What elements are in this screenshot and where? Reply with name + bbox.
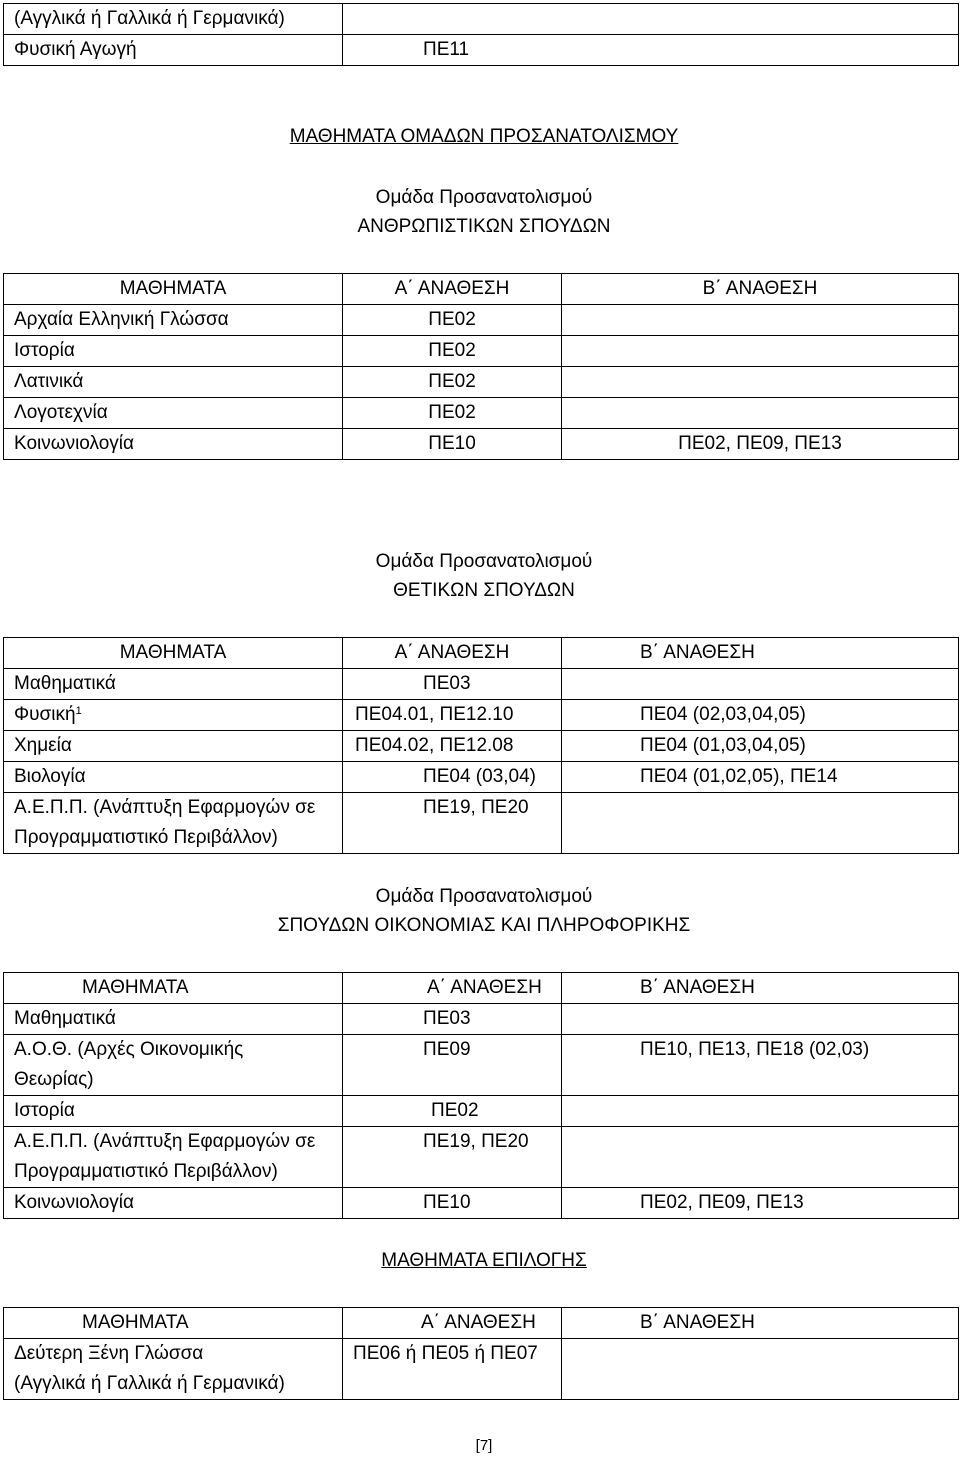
table-row <box>4 336 959 367</box>
table-cell <box>562 1339 959 1400</box>
sciences-table <box>3 637 959 854</box>
column-header: ΜΑΘΗΜΑΤΑ <box>4 1308 343 1339</box>
top-table <box>3 3 959 66</box>
table-cell: ΠΕ04.02, ΠΕ12.08 <box>343 731 562 762</box>
table-cell <box>4 793 343 854</box>
table-cell <box>4 1035 343 1096</box>
table-row <box>4 305 959 336</box>
column-header: Β΄ ΑΝΑΘΕΣΗ <box>562 638 959 669</box>
table-row <box>4 1035 959 1096</box>
table-cell: ΠΕ02 <box>343 336 562 367</box>
table-cell: Χημεία <box>4 731 343 762</box>
table-cell: Λατινικά <box>4 367 343 398</box>
table-cell: Λογοτεχνία <box>4 398 343 429</box>
subject-name-line2: Θεωρίας) <box>14 1069 94 1090</box>
subject-name: Φυσική <box>14 704 76 725</box>
table-cell: Ιστορία <box>4 336 343 367</box>
column-header: ΜΑΘΗΜΑΤΑ <box>4 638 343 669</box>
table-cell: ΠΕ10, ΠΕ13, ΠΕ18 (02,03) <box>562 1035 959 1096</box>
table-cell: ΠΕ02 <box>343 398 562 429</box>
table-row <box>4 793 959 854</box>
humanities-table <box>3 273 959 460</box>
table-cell: ΠΕ03 <box>343 669 562 700</box>
subject-name-line2: (Αγγλικά ή Γαλλικά ή Γερμανικά) <box>14 1373 285 1394</box>
table-row <box>4 429 959 460</box>
column-header: ΜΑΘΗΜΑΤΑ <box>4 973 343 1004</box>
table-row <box>4 762 959 793</box>
table-cell: Βιολογία <box>4 762 343 793</box>
group-heading: Ομάδα Προσανατολισμού <box>375 886 593 907</box>
column-header: Α΄ ΑΝΑΘΕΣΗ <box>343 274 562 305</box>
table-cell: (Αγγλικά ή Γαλλικά ή Γερμανικά) <box>4 4 343 35</box>
subject-name: Δεύτερη Ξένη Γλώσσα <box>14 1343 204 1364</box>
table-cell <box>343 4 959 35</box>
economics-table <box>3 972 959 1219</box>
table-cell: Κοινωνιολογία <box>4 429 343 460</box>
table-cell: ΠΕ06 ή ΠΕ05 ή ΠΕ07 <box>343 1339 562 1400</box>
group-subheading: ΑΝΘΡΩΠΙΣΤΙΚΩΝ ΣΠΟΥΔΩΝ <box>357 216 611 237</box>
table-cell: ΠΕ02 <box>343 367 562 398</box>
group-subheading: ΘΕΤΙΚΩΝ ΣΠΟΥΔΩΝ <box>393 580 575 601</box>
table-row <box>4 1188 959 1219</box>
table-header-row <box>4 1308 959 1339</box>
table-row <box>4 398 959 429</box>
table-cell: ΠΕ19, ΠΕ20 <box>343 1127 562 1188</box>
table-row <box>4 669 959 700</box>
column-header: ΜΑΘΗΜΑΤΑ <box>4 274 343 305</box>
table-cell: Μαθηματικά <box>4 1004 343 1035</box>
table-cell <box>4 1339 343 1400</box>
table-cell: ΠΕ03 <box>343 1004 562 1035</box>
table-cell: ΠΕ04 (01,02,05), ΠΕ14 <box>562 762 959 793</box>
column-header: Β΄ ΑΝΑΘΕΣΗ <box>562 274 959 305</box>
table-cell <box>562 367 959 398</box>
table-cell <box>562 793 959 854</box>
group-subheading: ΣΠΟΥΔΩΝ ΟΙΚΟΝΟΜΙΑΣ ΚΑΙ ΠΛΗΡΟΦΟΡΙΚΗΣ <box>277 915 691 936</box>
section-title: ΜΑΘΗΜΑΤΑ ΕΠΙΛΟΓΗΣ <box>381 1250 587 1271</box>
table-cell <box>562 1127 959 1188</box>
table-cell: Κοινωνιολογία <box>4 1188 343 1219</box>
table-cell <box>562 1096 959 1127</box>
table-cell <box>562 1004 959 1035</box>
table-cell: ΠΕ02 <box>343 1096 562 1127</box>
table-header-row <box>4 973 959 1004</box>
table-row <box>4 731 959 762</box>
subject-name: Α.Ο.Θ. (Αρχές Οικονομικής <box>14 1039 244 1060</box>
table-row <box>4 1004 959 1035</box>
table-cell: ΠΕ10 <box>343 1188 562 1219</box>
table-header-row <box>4 638 959 669</box>
group-heading: Ομάδα Προσανατολισμού <box>375 551 593 572</box>
footnote-marker: 1 <box>75 705 82 717</box>
table-row <box>4 367 959 398</box>
subject-name: Α.Ε.Π.Π. (Ανάπτυξη Εφαρμογών σε <box>14 797 316 818</box>
subject-name: Α.Ε.Π.Π. (Ανάπτυξη Εφαρμογών σε <box>14 1131 316 1152</box>
subject-name-line2: Προγραμματιστικό Περιβάλλον) <box>14 1161 278 1182</box>
table-cell: ΠΕ02 <box>343 305 562 336</box>
table-cell <box>562 669 959 700</box>
table-cell: ΠΕ04 (02,03,04,05) <box>562 700 959 731</box>
table-cell: Ιστορία <box>4 1096 343 1127</box>
table-cell <box>4 1127 343 1188</box>
table-cell <box>562 398 959 429</box>
table-row <box>4 1127 959 1188</box>
table-row <box>4 1339 959 1400</box>
group-heading: Ομάδα Προσανατολισμού <box>375 187 593 208</box>
table-header-row <box>4 274 959 305</box>
table-row <box>4 700 959 731</box>
table-cell: ΠΕ04.01, ΠΕ12.10 <box>343 700 562 731</box>
page-number: [7] <box>475 1437 493 1454</box>
table-cell: ΠΕ10 <box>343 429 562 460</box>
table-cell <box>562 305 959 336</box>
column-header: Α΄ ΑΝΑΘΕΣΗ <box>343 973 562 1004</box>
table-cell: ΠΕ02, ΠΕ09, ΠΕ13 <box>562 1188 959 1219</box>
column-header: Β΄ ΑΝΑΘΕΣΗ <box>562 973 959 1004</box>
table-cell: ΠΕ02, ΠΕ09, ΠΕ13 <box>562 429 959 460</box>
section-title: ΜΑΘΗΜΑΤΑ ΟΜΑΔΩΝ ΠΡΟΣΑΝΑΤΟΛΙΣΜΟΥ <box>289 126 679 147</box>
table-cell: ΠΕ19, ΠΕ20 <box>343 793 562 854</box>
table-cell: ΠΕ04 (03,04) <box>343 762 562 793</box>
table-cell: Μαθηματικά <box>4 669 343 700</box>
electives-table <box>3 1307 959 1400</box>
table-cell: Αρχαία Ελληνική Γλώσσα <box>4 305 343 336</box>
table-row <box>4 4 959 35</box>
table-cell: ΠΕ11 <box>343 35 959 66</box>
column-header: Α΄ ΑΝΑΘΕΣΗ <box>343 1308 562 1339</box>
table-cell <box>4 700 343 731</box>
table-cell: ΠΕ04 (01,03,04,05) <box>562 731 959 762</box>
table-row <box>4 35 959 66</box>
column-header: Α΄ ΑΝΑΘΕΣΗ <box>343 638 562 669</box>
table-cell: Φυσική Αγωγή <box>4 35 343 66</box>
table-row <box>4 1096 959 1127</box>
table-cell: ΠΕ09 <box>343 1035 562 1096</box>
table-cell <box>562 336 959 367</box>
subject-name-line2: Προγραμματιστικό Περιβάλλον) <box>14 827 278 848</box>
column-header: Β΄ ΑΝΑΘΕΣΗ <box>562 1308 959 1339</box>
